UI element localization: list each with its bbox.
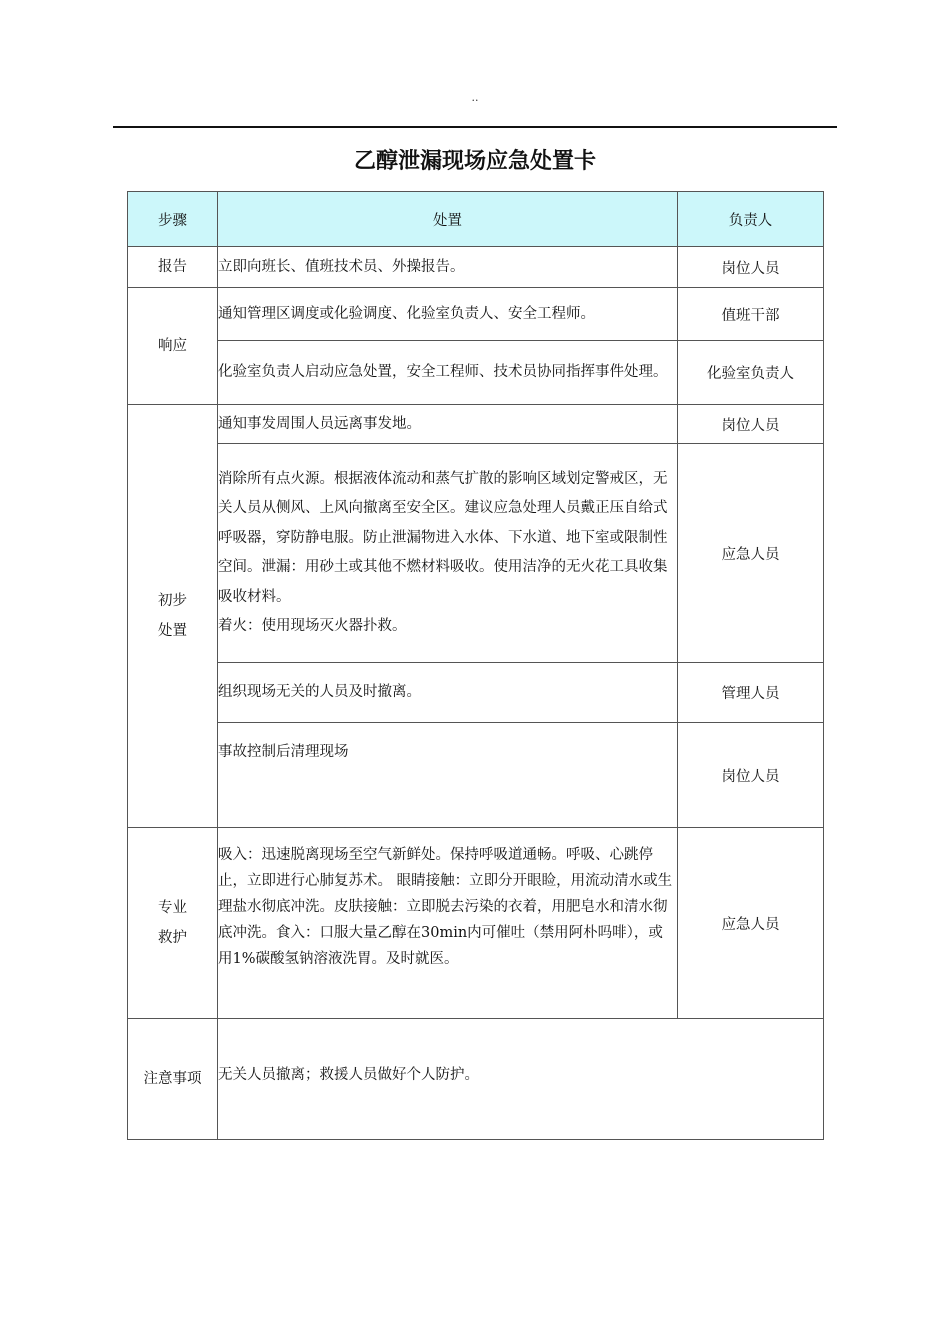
table-row xyxy=(128,341,824,405)
emergency-card-table xyxy=(127,191,824,1140)
header-mark: ·· xyxy=(471,94,479,107)
action-paragraph: 消除所有点火源。根据液体流动和蒸气扩散的影响区域划定警戒区，无关人员从侧风、上风向撤离至安全区。建议应急处理人员戴正压自给式呼吸器，穿防静电服。防止泄漏物进入水体、下水道、地下室或限制性空间。泄漏：用砂土或其他不燃材料吸收。使用洁净的无火花工具收集吸收材料。 xyxy=(218,470,668,605)
owner-cell: 值班干部 xyxy=(678,288,824,341)
table-row xyxy=(128,288,824,341)
table-row xyxy=(128,405,824,444)
action-cell: 通知管理区调度或化验调度、化验室负责人、安全工程师。 xyxy=(218,288,678,341)
action-cell xyxy=(218,444,678,663)
owner-cell: 岗位人员 xyxy=(678,247,824,288)
step-cell xyxy=(128,828,218,1019)
owner-cell: 化验室负责人 xyxy=(678,341,824,405)
owner-cell: 管理人员 xyxy=(678,663,824,723)
table-row xyxy=(128,723,824,828)
step-cell: 报告 xyxy=(128,247,218,288)
header-owner: 负责人 xyxy=(678,192,824,247)
header-rule xyxy=(113,126,837,128)
table-row xyxy=(128,663,824,723)
table-row xyxy=(128,247,824,288)
table-row xyxy=(128,828,824,1019)
step-line: 专业 xyxy=(158,900,187,916)
owner-cell: 岗位人员 xyxy=(678,405,824,444)
header-step: 步骤 xyxy=(128,192,218,247)
action-cell: 吸入：迅速脱离现场至空气新鲜处。保持呼吸道通畅。呼吸、心跳停止，立即进行心肺复苏术。 眼睛接触：立即分开眼睑，用流动清水或生理盐水彻底冲洗。皮肤接触：立即脱去污染的衣着，用肥皂水和清水彻底冲洗。食入：口服大量乙醇在30min内可催吐（禁用阿朴吗啡），或用1%碳酸氢钠溶液洗胃。及时就医。 xyxy=(218,828,678,1019)
action-cell: 化验室负责人启动应急处置，安全工程师、技术员协同指挥事件处理。 xyxy=(218,341,678,405)
action-cell: 组织现场无关的人员及时撤离。 xyxy=(218,663,678,723)
step-line: 初步 xyxy=(158,593,187,609)
step-cell: 注意事项 xyxy=(128,1019,218,1140)
step-line: 处置 xyxy=(158,623,187,639)
owner-cell: 应急人员 xyxy=(678,828,824,1019)
action-cell: 立即向班长、值班技术员、外操报告。 xyxy=(218,247,678,288)
owner-cell: 岗位人员 xyxy=(678,723,824,828)
table-row xyxy=(128,444,824,663)
step-line: 救护 xyxy=(158,930,187,946)
table-row xyxy=(128,1019,824,1140)
table-header-row xyxy=(128,192,824,247)
step-cell: 响应 xyxy=(128,288,218,405)
action-cell: 事故控制后清理现场 xyxy=(218,723,678,828)
step-cell xyxy=(128,405,218,828)
action-cell: 无关人员撤离；救援人员做好个人防护。 xyxy=(218,1019,824,1140)
action-cell: 通知事发周围人员远离事发地。 xyxy=(218,405,678,444)
header-action: 处置 xyxy=(218,192,678,247)
action-paragraph: 着火：使用现场灭火器扑救。 xyxy=(218,618,407,634)
page-title: 乙醇泄漏现场应急处置卡 xyxy=(353,149,596,174)
owner-cell: 应急人员 xyxy=(678,444,824,663)
